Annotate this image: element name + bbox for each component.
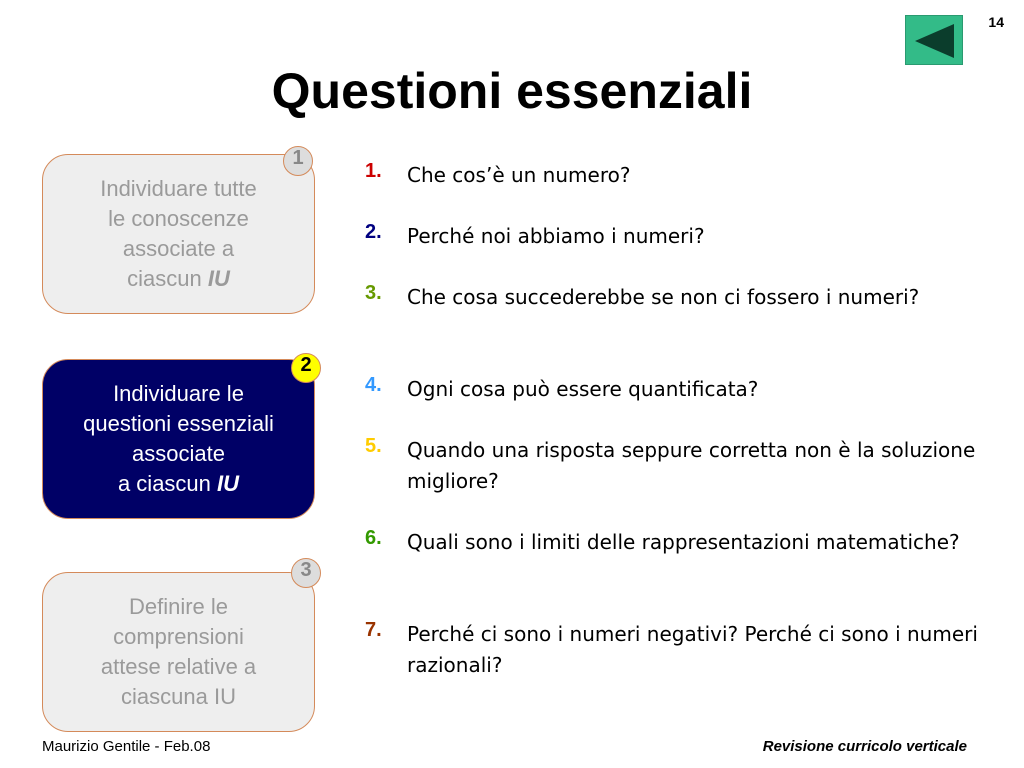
step-text [90,174,267,294]
step-badge-1: 1 [283,146,313,176]
page-title: Questioni essenziali [271,63,753,119]
question-item [365,282,985,374]
step-box-3[interactable] [42,572,315,732]
step-unit: IU [213,684,236,709]
step-unit: IU [207,266,230,291]
step-line: Definire le [128,594,229,619]
step-unit: IU [217,471,240,496]
question-number: 3. [365,282,382,304]
question-text: Perché noi abbiamo i numeri? [407,224,705,248]
back-triangle-icon [906,16,964,66]
step-line: questioni essenziali [83,411,274,436]
question-item [365,221,985,282]
question-text: Perché ci sono i numeri negativi? Perché ci sono i numeri razionali? [407,622,978,677]
question-text: Ogni cosa può essere quantificata? [407,377,759,401]
question-number: 5. [365,435,382,457]
question-number: 6. [365,527,382,549]
question-text: Quando una risposta seppure corretta non è la soluzione migliore? [407,438,976,493]
question-number: 4. [365,374,382,396]
question-item [365,435,985,527]
question-number: 2. [365,221,382,243]
question-item [365,374,985,435]
step-line: attese relative a [100,654,257,679]
question-text: Quali sono i limiti delle rappresentazioni matematiche? [407,530,960,554]
step-line: ciascuna [121,684,208,709]
step-line: associate a [122,236,235,261]
step-badge-2: 2 [291,353,321,383]
step-line: Individuare le [113,381,244,406]
step-badge-3: 3 [291,558,321,588]
step-line: a ciascun [117,471,211,496]
step-box-2[interactable] [42,359,315,519]
footer-title: Revisione curricolo verticale [762,738,967,755]
step-text [73,379,284,499]
slide-number: 14 [988,14,1004,30]
back-button[interactable] [905,15,963,65]
question-text: Che cos’è un numero? [407,163,631,187]
question-number: 7. [365,619,382,641]
step-line: comprensioni [113,624,244,649]
step-line: associate [132,441,225,466]
footer-author: Maurizio Gentile - Feb.08 [42,738,211,755]
question-text: Che cosa succederebbe se non ci fossero i numeri? [407,285,920,309]
step-box-1[interactable] [42,154,315,314]
question-number: 1. [365,160,382,182]
step-line: le conoscenze [108,206,249,231]
step-line: ciascun [127,266,202,291]
questions-list [365,160,985,681]
question-item [365,160,985,221]
step-line: Individuare tutte [100,176,257,201]
question-item [365,619,985,681]
step-text [91,592,266,712]
question-item [365,527,985,619]
